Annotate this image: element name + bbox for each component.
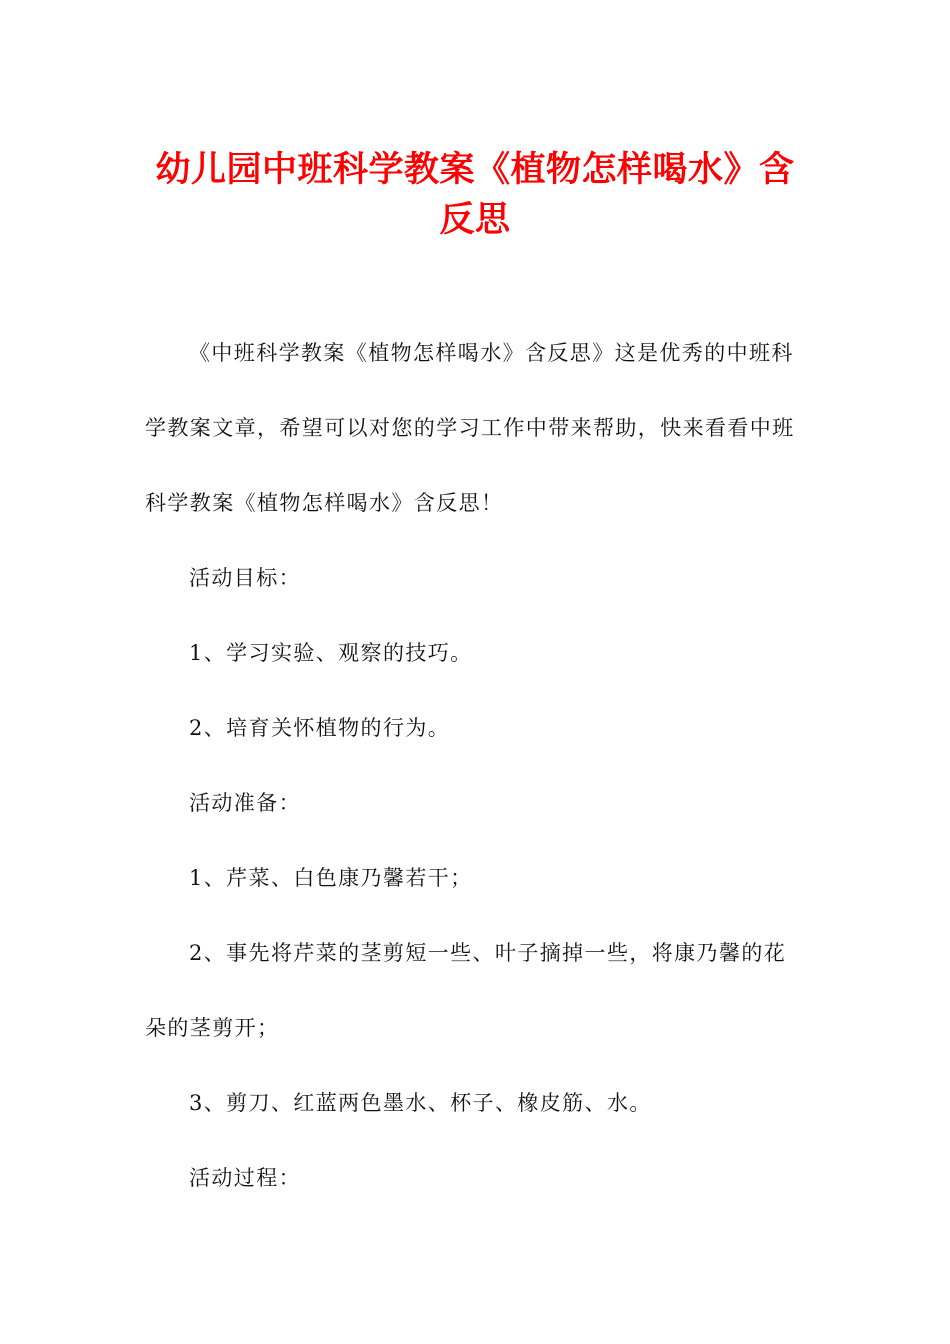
section-heading-goals: 活动目标：	[189, 566, 301, 590]
section-heading-process: 活动过程：	[189, 1166, 301, 1190]
preparation-item-2: 2、事先将芹菜的茎剪短一些、叶子摘掉一些，将康乃馨的花朵的茎剪开；	[145, 941, 787, 1040]
goal-item-2: 2、培育关怀植物的行为。	[189, 716, 451, 740]
intro-paragraph: 《中班科学教案《植物怎样喝水》含反思》这是优秀的中班科学教案文章，希望可以对您的学习工作中带来帮助，快来看看中班科学教案《植物怎样喝水》含反思！	[145, 341, 795, 515]
document-title: 幼儿园中班科学教案《植物怎样喝水》含反思	[155, 150, 795, 240]
preparation-item-1: 1、芹菜、白色康乃馨若干；	[189, 866, 473, 890]
section-heading-preparation: 活动准备：	[189, 791, 301, 815]
goal-item-1: 1、学习实验、观察的技巧。	[189, 641, 473, 665]
document-body	[145, 316, 805, 1216]
preparation-item-3: 3、剪刀、红蓝两色墨水、杯子、橡皮筋、水。	[189, 1091, 652, 1115]
